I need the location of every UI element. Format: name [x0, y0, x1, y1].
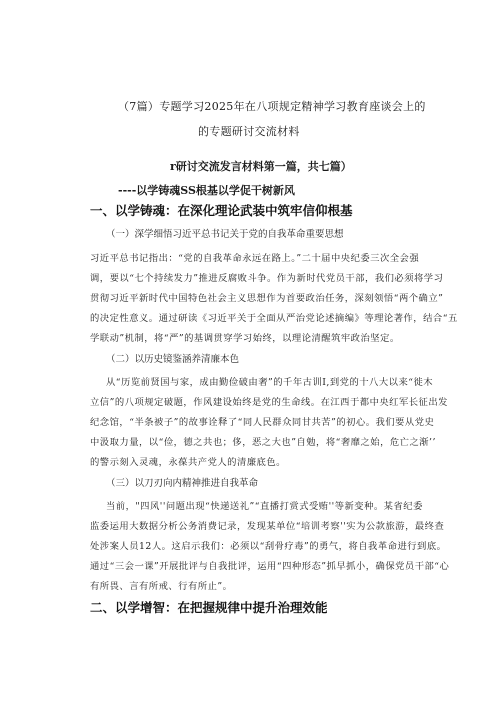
- paragraph-line: 贯彻习近平新时代中国特色社会主义思想作为首要政治任务，深刻领悟“两个确立”: [90, 293, 444, 304]
- subsection-heading-1: （一）深学细悟习近平总书记关于党的自我革命重要思想: [106, 229, 344, 240]
- subsection-heading-2: （二）以历史镜鉴涵养清廉本色: [106, 354, 240, 365]
- document-subtitle: r研讨交流发言材料第一篇，共七篇）: [170, 160, 352, 173]
- section-heading-2: 二、以学增智：在把握规律中提升治理效能: [90, 600, 328, 615]
- section-heading-1: 一、以学铸魂：在深化理论武装中筑牢信仰根基: [90, 203, 353, 218]
- paragraph-line: 有所畏、言有所戒、行有所止”。: [90, 581, 233, 592]
- paragraph-line: 通过“三会一课”开展批评与自我批评，运用“四种形态”抓早抓小，确保党员干部“心: [90, 561, 450, 572]
- paragraph-line: 学联动”机制，将“严”的基调贯穿学习始终，以理论清醒筑牢政治坚定。: [90, 333, 400, 344]
- paragraph-line: 处涉案人员12人。这启示我们：必须以“刮骨疗毒”的勇气，将自我革命进行到底。: [90, 541, 447, 552]
- paragraph-line: 习近平总书记指出：“党的自我革命永远在路上。”二十届中央纪委三次全会强: [90, 253, 420, 264]
- paragraph-line: 纪念馆，“半条被子”的故事诠释了“同人民群众同甘共苦”的初心。我们要从党史: [90, 417, 435, 428]
- paragraph-line: 当前，"四风''问题出现“快递送礼”“直播打赏式受贿''等新变种。某省纪委: [106, 501, 423, 512]
- paragraph-line: 调，要以“七个持续发力”推进反腐败斗争。作为新时代党员干部，我们必须将学习: [90, 273, 444, 284]
- paragraph-line: 中汲取力量，以“俭，德之共也；侈，恶之大也”自勉，将“奢靡之始，危亡之渐’’: [90, 437, 436, 448]
- paragraph-line: 的警示刻入灵魂，永葆共产党人的清廉底色。: [90, 457, 286, 468]
- paragraph-line: 的决定性意义。通过研读《习近平关于全面从严治党论述摘编》等理论著作，结合“五: [90, 313, 458, 324]
- document-title-line2: 的专题研讨交流材料: [198, 125, 300, 138]
- paragraph-line: 从“历览前贤国与家，成由勤俭破由奢”的千年古训I,到党的十八大以来“徙木: [106, 377, 434, 388]
- document-tagline: ----以学铸魂SS根基以学促干树新风: [118, 184, 295, 197]
- subsection-heading-3: （三）以刀刃向内精神推进自我革命: [106, 478, 259, 489]
- paragraph-line: 立信”的八项规定破题，作风建设始终是党的生命线。在江西于都中央红军长征出发: [90, 397, 448, 408]
- paragraph-line: 监委运用大数据分析公务消费记录，发现某单位“培训考察''实为公款旅游，最终查: [90, 521, 445, 532]
- document-title-line1: （7篇）专题学习2025年在八项规定精神学习教育座谈会上的: [118, 100, 426, 113]
